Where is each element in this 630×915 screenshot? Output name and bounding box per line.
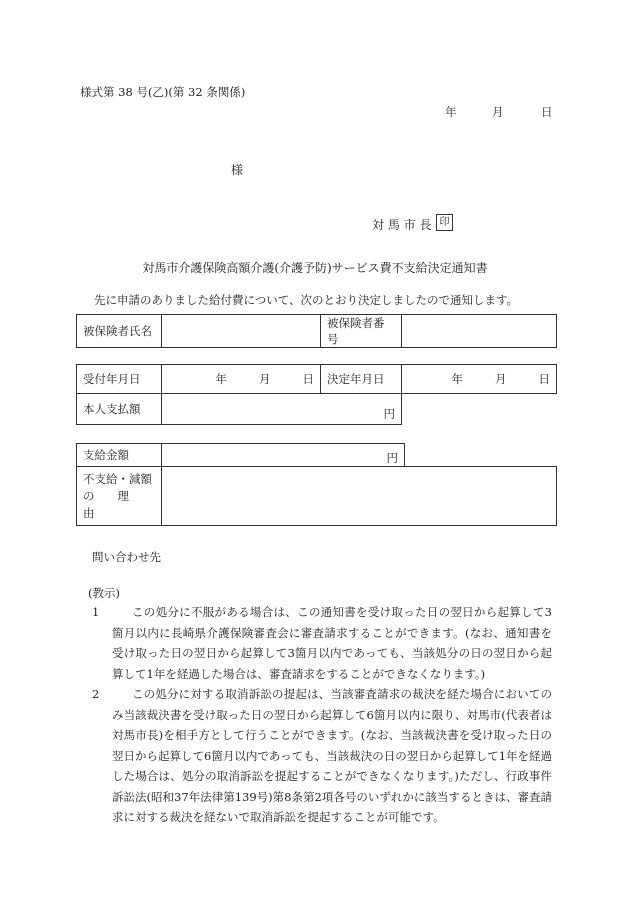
reason-label: 不支給・減額 の 理 由: [77, 467, 162, 526]
form-number: 様式第 38 号(乙)(第 32 条関係): [80, 85, 246, 99]
empty-cell: [405, 444, 557, 467]
document-title: 対馬市介護保険高額介護(介護予防)サービス費不支給決定通知書: [142, 261, 488, 275]
payment-field[interactable]: [162, 444, 405, 467]
received-date-label: 受付年月日: [77, 365, 162, 394]
payment-label: 支給金額: [77, 444, 162, 467]
notice-item: [92, 602, 552, 684]
decision-date-label: 決定年月日: [321, 365, 402, 394]
intro-text: 先に申請のありました給付費について、次のとおり決定しましたので通知します。: [94, 293, 519, 307]
received-date-field[interactable]: 年 月 日: [162, 365, 321, 394]
notice-item-text: この処分に対する取消訴訟の提起は、当該審査請求の裁決を経た場合においてのみ当該裁決書を受け取った日の翌日から起算して6箇月以内に限り、対馬市(代表者は対馬市長)を相手方として行うことができます。(なお、当該裁決書を受け取った日の翌日から起算して6箇月以内であっても、当該裁決の日の翌日から起算して1年を経過した場合は、処分の取消訴訟を提起することができなくなります。)ただし、行政事件訴訟法(昭和37年法律第139号)第8条第2項各号のいずれかに該当するときは、審査請求に対する裁決を経ないで取消訴訟を提起することが可能です。: [112, 687, 553, 824]
seal-mark: 印: [436, 214, 453, 231]
decision-date-field[interactable]: 年 月 日: [402, 365, 557, 394]
notice-item-number: 1: [92, 605, 100, 619]
insured-table: [76, 314, 557, 348]
notice-item: [92, 684, 552, 828]
contact-label: 問い合わせ先: [92, 550, 161, 564]
payment-table: [76, 443, 557, 526]
self-pay-label: 本人支払額: [77, 394, 162, 425]
insured-name-field[interactable]: [162, 315, 321, 348]
insured-name-label: 被保険者氏名: [77, 315, 162, 348]
date-day-label: 日: [541, 105, 553, 119]
dates-table: [76, 364, 557, 425]
insured-number-label: 被保険者番号: [321, 315, 402, 348]
insured-number-field[interactable]: [402, 315, 557, 348]
payment-yen: 円: [386, 451, 398, 465]
reason-field[interactable]: [162, 467, 557, 526]
notice-item-number: 2: [92, 687, 100, 701]
self-pay-yen: 円: [383, 407, 395, 421]
notice-item-text: この処分に不服がある場合は、この通知書を受け取った日の翌日から起算して3箇月以内に長崎県介護保険審査会に審査請求することができます。(なお、通知書を受け取った日の翌日から起算して3箇月以内であっても、当該処分の日の翌日から起算して1年を経過した場合は、審査請求をすることができなくなります。): [112, 605, 552, 681]
date-year-label: 年: [445, 105, 457, 119]
empty-cell: [402, 394, 557, 425]
self-pay-field[interactable]: [162, 394, 402, 425]
issuer-title: 対 馬 市 長: [372, 218, 432, 232]
recipient-honorific: 様: [231, 163, 244, 177]
notice-heading: (教示): [88, 586, 120, 600]
date-month-label: 月: [492, 105, 504, 119]
